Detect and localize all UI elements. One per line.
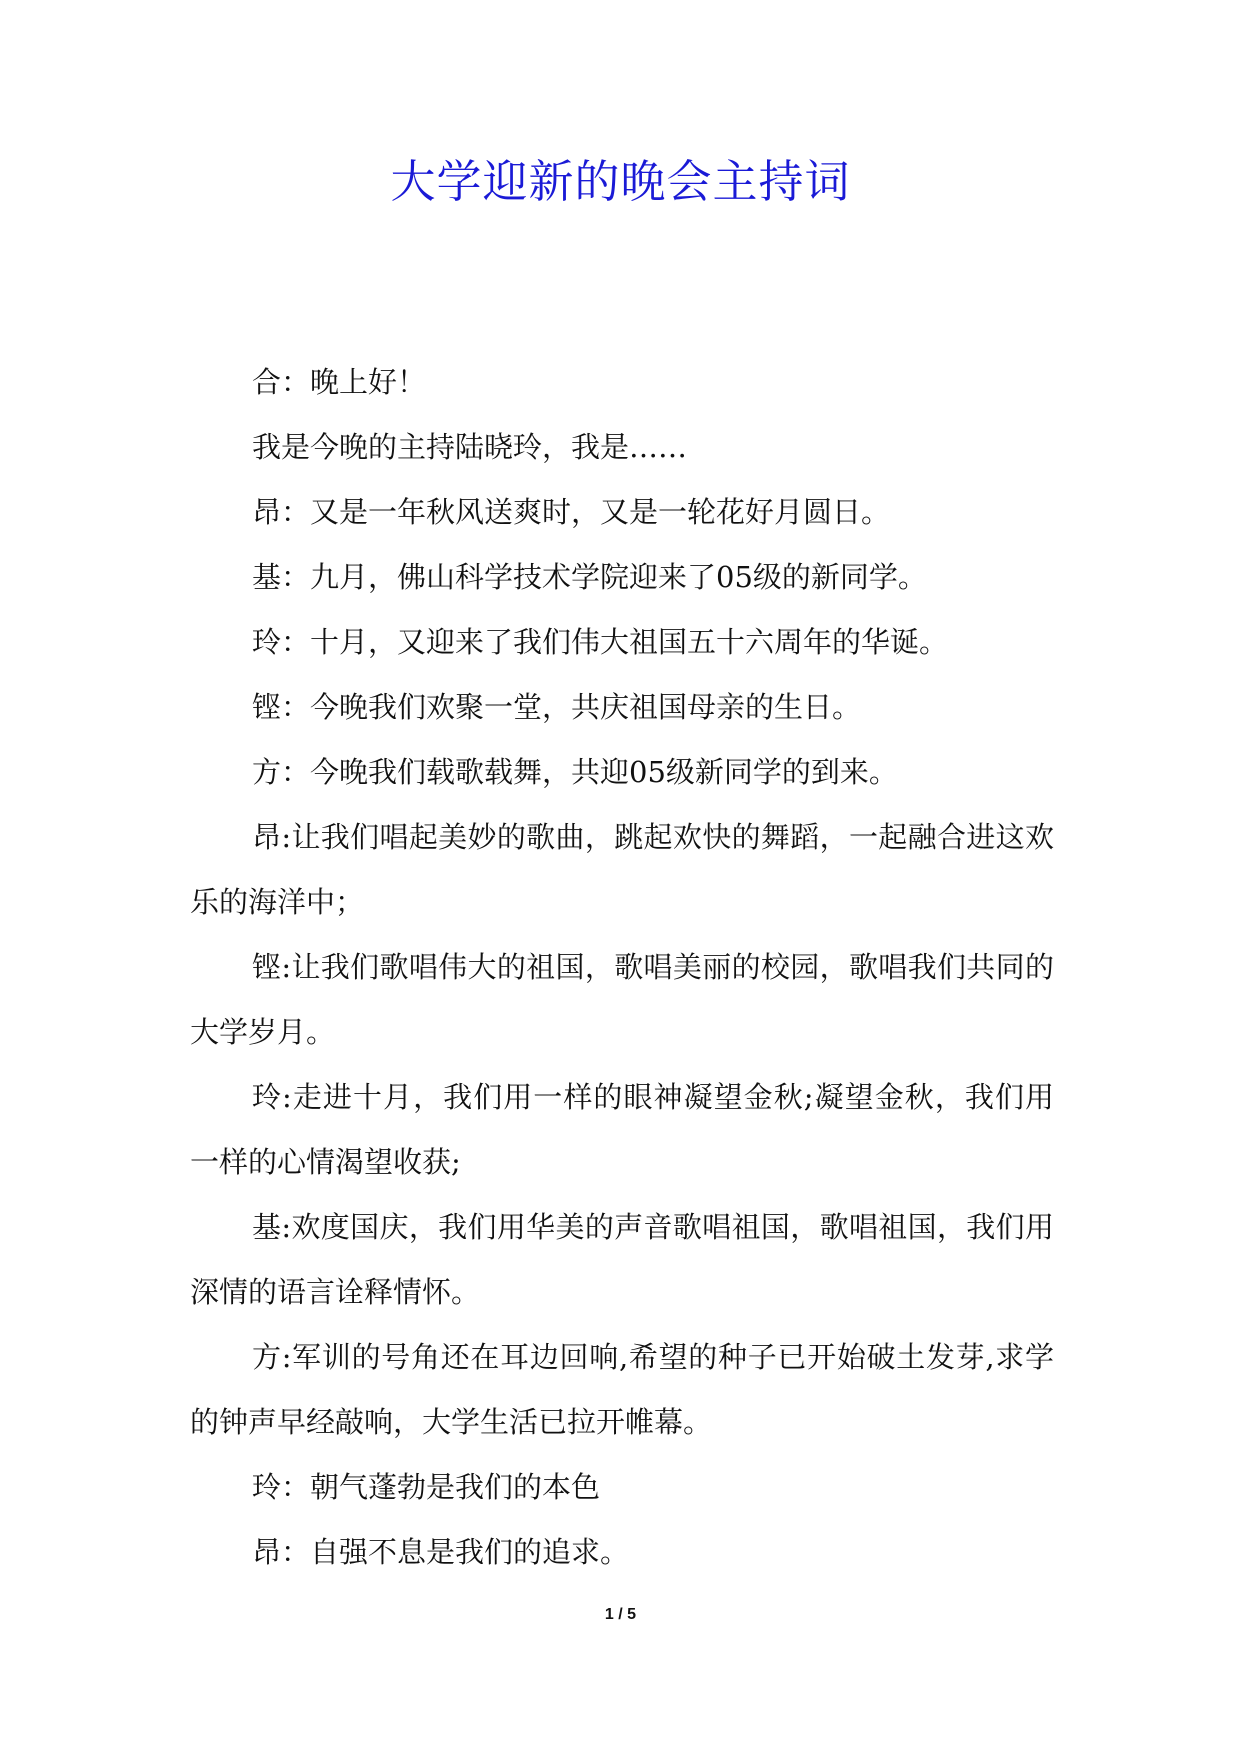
paragraph: 昂:让我们唱起美妙的歌曲，跳起欢快的舞蹈，一起融合进这欢乐的海洋中； (190, 820, 1054, 919)
paragraph: 昂：自强不息是我们的追求。 (252, 1535, 630, 1569)
paragraph: 玲：十月，又迎来了我们伟大祖国五十六周年的华诞。 (252, 625, 949, 659)
page-number: 1 / 5 (604, 1606, 637, 1623)
paragraph: 基：九月，佛山科学技术学院迎来了05级的新同学。 (252, 560, 927, 594)
paragraph: 合：晚上好！ (252, 365, 427, 399)
paragraph: 铿：今晚我们欢聚一堂，共庆祖国母亲的生日。 (252, 690, 862, 724)
document-body (190, 350, 1054, 1585)
paragraph: 玲：朝气蓬勃是我们的本色 (252, 1470, 601, 1504)
paragraph: 昂：又是一年秋风送爽时，又是一轮花好月圆日。 (252, 495, 891, 529)
paragraph: 我是今晚的主持陆晓玲，我是…… (252, 430, 688, 464)
document-title: 大学迎新的晚会主持词 (390, 155, 851, 208)
paragraph: 铿:让我们歌唱伟大的祖国，歌唱美丽的校园，歌唱我们共同的大学岁月。 (190, 950, 1054, 1049)
paragraph: 方：今晚我们载歌载舞，共迎05级新同学的到来。 (252, 755, 898, 789)
paragraph: 方:军训的号角还在耳边回响,希望的种子已开始破土发芽,求学的钟声早经敲响，大学生活已拉开帷幕。 (190, 1340, 1054, 1439)
paragraph: 玲:走进十月，我们用一样的眼神凝望金秋;凝望金秋，我们用一样的心情渴望收获; (190, 1080, 1054, 1179)
paragraph: 基:欢度国庆，我们用华美的声音歌唱祖国，歌唱祖国，我们用深情的语言诠释情怀。 (190, 1210, 1054, 1309)
